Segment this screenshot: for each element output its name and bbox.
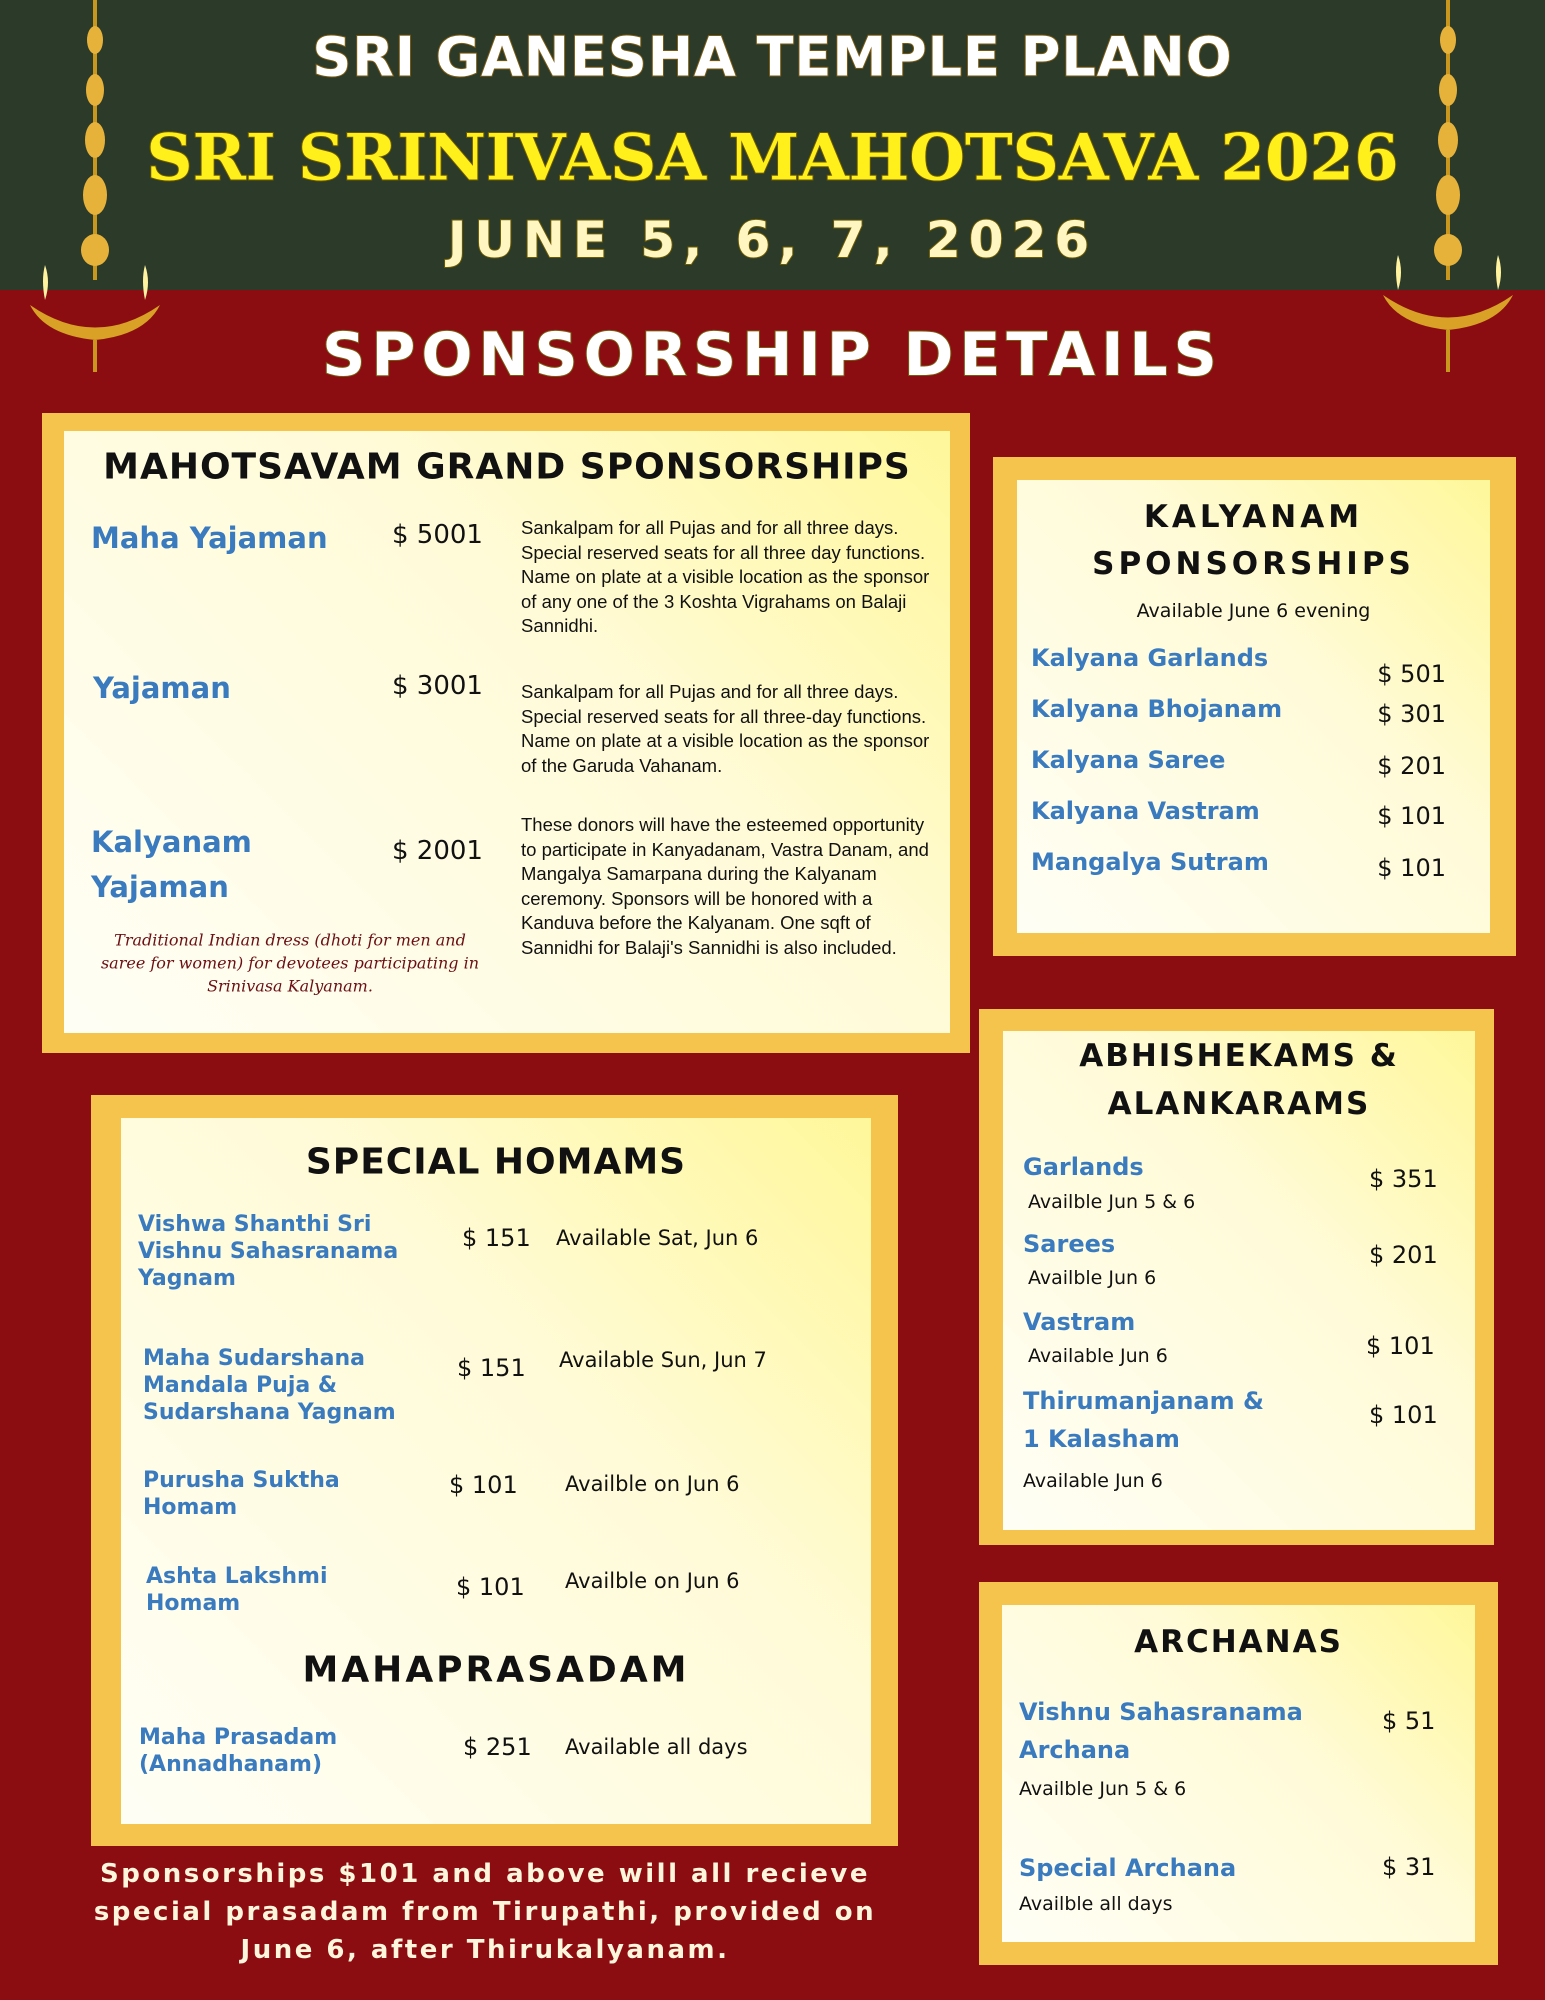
homam-availability: Availble on Jun 6 — [565, 1569, 740, 1593]
item-price: $ 101 — [1366, 1332, 1435, 1360]
item-name: Kalyana Vastram — [1031, 797, 1260, 825]
homam-name: Maha Sudarshana Mandala Puja & Sudarshana Yagnam — [143, 1346, 396, 1425]
homam-price: $ 151 — [457, 1354, 526, 1382]
item-price: $ 201 — [1369, 1241, 1438, 1269]
item-price: $ 351 — [1369, 1165, 1438, 1193]
item-name: Mangalya Sutram — [1031, 848, 1269, 876]
kalyanam-subtitle: Available June 6 evening — [1136, 600, 1371, 622]
sponsor-name: Yajaman — [93, 671, 231, 705]
homam-price: $ 101 — [456, 1573, 525, 1601]
homams-title: SPECIAL HOMAMS — [305, 1141, 687, 1183]
event-dates: JUNE 5, 6, 7, 2026 — [447, 211, 1098, 269]
item-price: $ 101 — [1377, 854, 1446, 882]
sponsor-price: $ 3001 — [392, 671, 483, 701]
homam-availability: Available Sat, Jun 6 — [556, 1226, 759, 1250]
sponsor-price: $ 2001 — [392, 836, 483, 866]
homam-availability: Available Sun, Jun 7 — [559, 1348, 767, 1372]
event-title: SRI SRINIVASA MAHOTSAVA 2026 — [146, 120, 1399, 196]
section-title: SPONSORSHIP DETAILS — [322, 320, 1223, 390]
item-name: Garlands — [1023, 1153, 1144, 1181]
homam-price: $ 151 — [462, 1224, 531, 1252]
item-price: $ 101 — [1369, 1401, 1438, 1429]
grand-title: MAHOTSAVAM GRAND SPONSORSHIPS — [103, 446, 911, 488]
item-availability: Availble Jun 5 & 6 — [1019, 1778, 1187, 1800]
sponsor-description: Sankalpam for all Pujas and for all three days. Special reserved seats for all three-day functions. Name on plate at a visible location as the sponsor of the Garuda Vahanam. — [521, 681, 930, 776]
item-name: Sarees — [1023, 1230, 1116, 1258]
item-name: Kalyana Garlands — [1031, 644, 1269, 672]
sponsor-description: These donors will have the esteemed opportunity to participate in Kanyadanam, Vastra Danam, and Mangalya Samarpana during the Kalyanam ceremony. Sponsors will be honored with a Kanduva before the Kalyanam. One sqft of Sannidhi for Balaji's Sannidhi is also included. — [521, 814, 929, 958]
item-name: Vishnu Sahasranama — [1019, 1698, 1303, 1726]
item-name: Kalyana Bhojanam — [1031, 695, 1283, 723]
homam-name: Purusha Suktha Homam — [143, 1468, 340, 1520]
item-availability: Availble Jun 6 — [1028, 1267, 1157, 1289]
prasadam-availability: Available all days — [565, 1735, 748, 1759]
item-name: 1 Kalasham — [1023, 1425, 1180, 1453]
sponsor-name: Maha Yajaman — [91, 521, 328, 555]
item-name: Special Archana — [1019, 1854, 1237, 1882]
homam-name: Vishwa Shanthi Sri Vishnu Sahasranama Yagnam — [138, 1212, 399, 1291]
kalyanam-title: KALYANAM — [1143, 499, 1364, 535]
item-price: $ 31 — [1382, 1853, 1436, 1881]
footer-note: Sponsorships $101 and above will all recieve special prasadam from Tirupathi, provided on June 6, after Thirukalyanam. — [93, 1859, 877, 1965]
item-availability: Availble all days — [1019, 1893, 1173, 1915]
item-price: $ 101 — [1377, 802, 1446, 830]
prasadam-name: Maha Prasadam (Annadhanam) — [139, 1725, 338, 1777]
archanas-title: ARCHANAS — [1134, 1624, 1343, 1660]
item-availability: Available Jun 6 — [1023, 1470, 1163, 1492]
homam-price: $ 101 — [449, 1471, 518, 1499]
homam-availability: Availble on Jun 6 — [565, 1472, 740, 1496]
item-price: $ 501 — [1377, 660, 1446, 688]
sponsor-price: $ 5001 — [392, 520, 483, 550]
sponsor-description: Sankalpam for all Pujas and for all three days. Special reserved seats for all three day functions. Name on plate at a visible location as the sponsor of any one of the 3 Koshta Vigrahams on Balaji Sannidhi. — [521, 517, 930, 636]
prasadam-price: $ 251 — [463, 1733, 532, 1761]
item-price: $ 51 — [1382, 1707, 1436, 1735]
abhishekam-title: ALANKARAMS — [1107, 1086, 1371, 1122]
item-name: Vastram — [1023, 1308, 1136, 1336]
sponsor-name: Kalyanam — [91, 825, 252, 859]
item-name: Archana — [1019, 1736, 1131, 1764]
prasadam-title: MAHAPRASADAM — [302, 1649, 690, 1691]
item-price: $ 201 — [1377, 752, 1446, 780]
kalyanam-title: SPONSORSHIPS — [1092, 546, 1415, 582]
homam-name: Ashta Lakshmi Homam — [146, 1564, 328, 1616]
item-name: Thirumanjanam & — [1023, 1387, 1264, 1415]
item-availability: Availble Jun 5 & 6 — [1028, 1191, 1196, 1213]
temple-name: SRI GANESHA TEMPLE PLANO — [312, 25, 1233, 89]
item-name: Kalyana Saree — [1031, 746, 1226, 774]
dress-note: Traditional Indian dress (dhoti for men and saree for women) for devotees participating in Srinivasa Kalyanam. — [100, 930, 480, 996]
abhishekam-title: ABHISHEKAMS & — [1079, 1038, 1399, 1074]
item-availability: Available Jun 6 — [1028, 1345, 1168, 1367]
sponsor-name: Yajaman — [91, 870, 229, 904]
item-price: $ 301 — [1377, 700, 1446, 728]
